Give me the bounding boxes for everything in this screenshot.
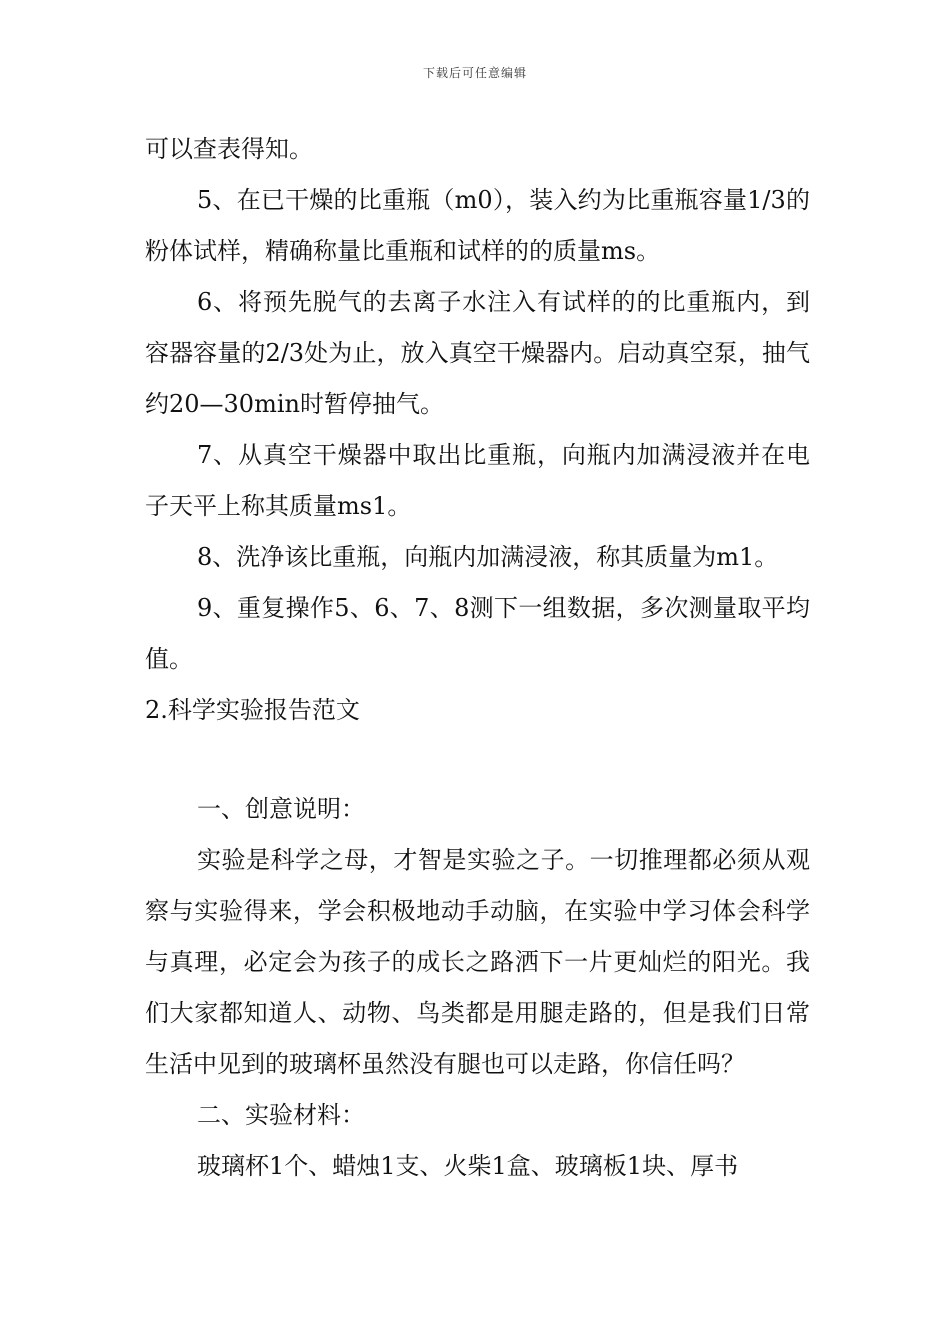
section-title: 2.科学实验报告范文 [145,696,360,724]
paragraph-step-7: 7、从真空干燥器中取出比重瓶，向瓶内加满浸液并在电子天平上称其质量ms1。 [145,441,810,520]
document-body [145,124,810,1192]
paragraph-step-5: 5、在已干燥的比重瓶（m0），装入约为比重瓶容量1/3的粉体试样，精确称量比重瓶和试样的的质量ms。 [145,186,810,265]
paragraph-step-8: 8、洗净该比重瓶，向瓶内加满浸液，称其质量为m1。 [197,543,779,571]
heading-creative-description: 一、创意说明： [197,795,365,823]
heading-materials: 二、实验材料： [197,1101,365,1129]
paragraph-materials: 玻璃杯1个、蜡烛1支、火柴1盒、玻璃板1块、厚书 [197,1152,739,1180]
blank-line [145,736,810,784]
paragraph-creative-description: 实验是科学之母，才智是实验之子。一切推理都必须从观察与实验得来，学会积极地动手动脑，在实验中学习体会科学与真理，必定会为孩子的成长之路洒下一片更灿烂的阳光。我们大家都知道人、动物、鸟类都是用腿走路的，但是我们日常生活中见到的玻璃杯虽然没有腿也可以走路，你信任吗？ [145,846,810,1078]
page-header-note: 下载后可任意编辑 [422,66,527,80]
paragraph-continuation: 可以查表得知。 [145,135,313,163]
paragraph-step-9: 9、重复操作5、6、7、8测下一组数据，多次测量取平均值。 [145,594,810,673]
paragraph-step-6: 6、将预先脱气的去离子水注入有试样的的比重瓶内，到容器容量的2/3处为止，放入真空干燥器内。启动真空泵，抽气约20—30min时暂停抽气。 [145,288,810,418]
